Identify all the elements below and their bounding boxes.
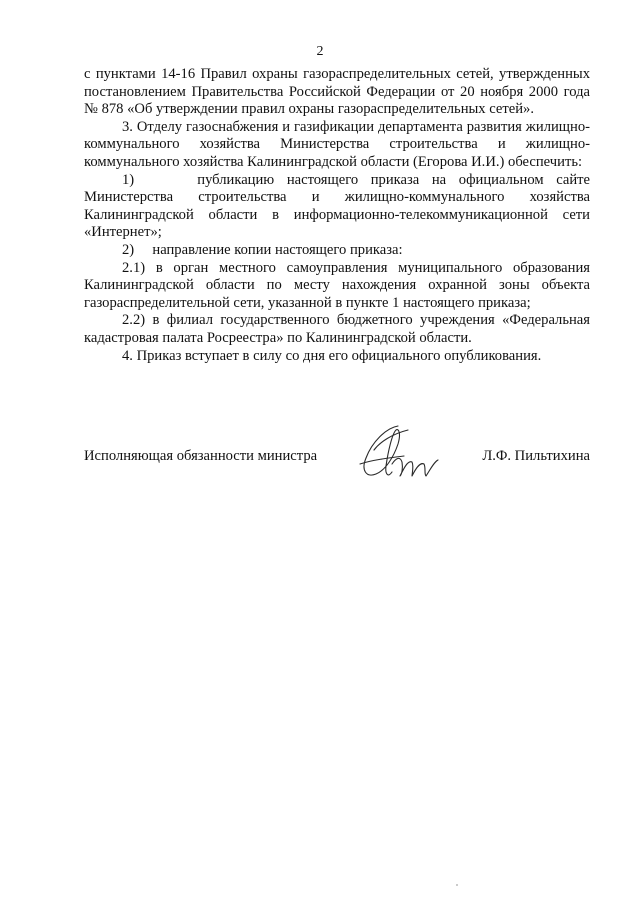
signatory-position: Исполняющая обязанности министра <box>84 448 318 464</box>
handwritten-signature <box>352 420 442 486</box>
paragraph-subitem-2-1: 2.1) в орган местного самоуправления муниципального образования Калининградской области по месту нахождения охранной зоны объекта газораспределительной сети, указанной в пункте 1 настоящего приказа; <box>84 259 590 311</box>
signature-block <box>84 448 590 472</box>
signatory-name: Л.Ф. Пильтихина <box>482 448 590 464</box>
paragraph-subitem-1: 1) публикацию настоящего приказа на официальном сайте Министерства строительства и жилищно-коммунального хозяйства Калининградской области в информационно-телекоммуникационной сети «Интернет»; <box>84 171 590 241</box>
paragraph-subitem-2-2: 2.2) в филиал государственного бюджетного учреждения «Федеральная кадастровая палата Росреестра» по Калининградской области. <box>84 312 590 346</box>
paragraph-item-3: 3. Отделу газоснабжения и газификации департамента развития жилищно-коммунального хозяйства Министерства строительства и жилищно-коммунального хозяйства Калининградской области (Егорова И.И.) обеспечить: <box>84 118 590 170</box>
paragraph-item-4: 4. Приказ вступает в силу со дня его официального опубликования. <box>122 347 542 364</box>
paragraph-subitem-2: 2) направление копии настоящего приказа: <box>122 241 403 258</box>
paragraph-continuation: с пунктами 14-16 Правил охраны газораспределительных сетей, утвержденных постановлением Правительства Российской Федерации от 20 ноября 2000 года № 878 «Об утверждении правил охраны газораспределительных сетей». <box>84 66 590 118</box>
document-body <box>84 66 590 365</box>
scan-speck <box>456 884 458 886</box>
page-number: 2 <box>316 44 324 59</box>
